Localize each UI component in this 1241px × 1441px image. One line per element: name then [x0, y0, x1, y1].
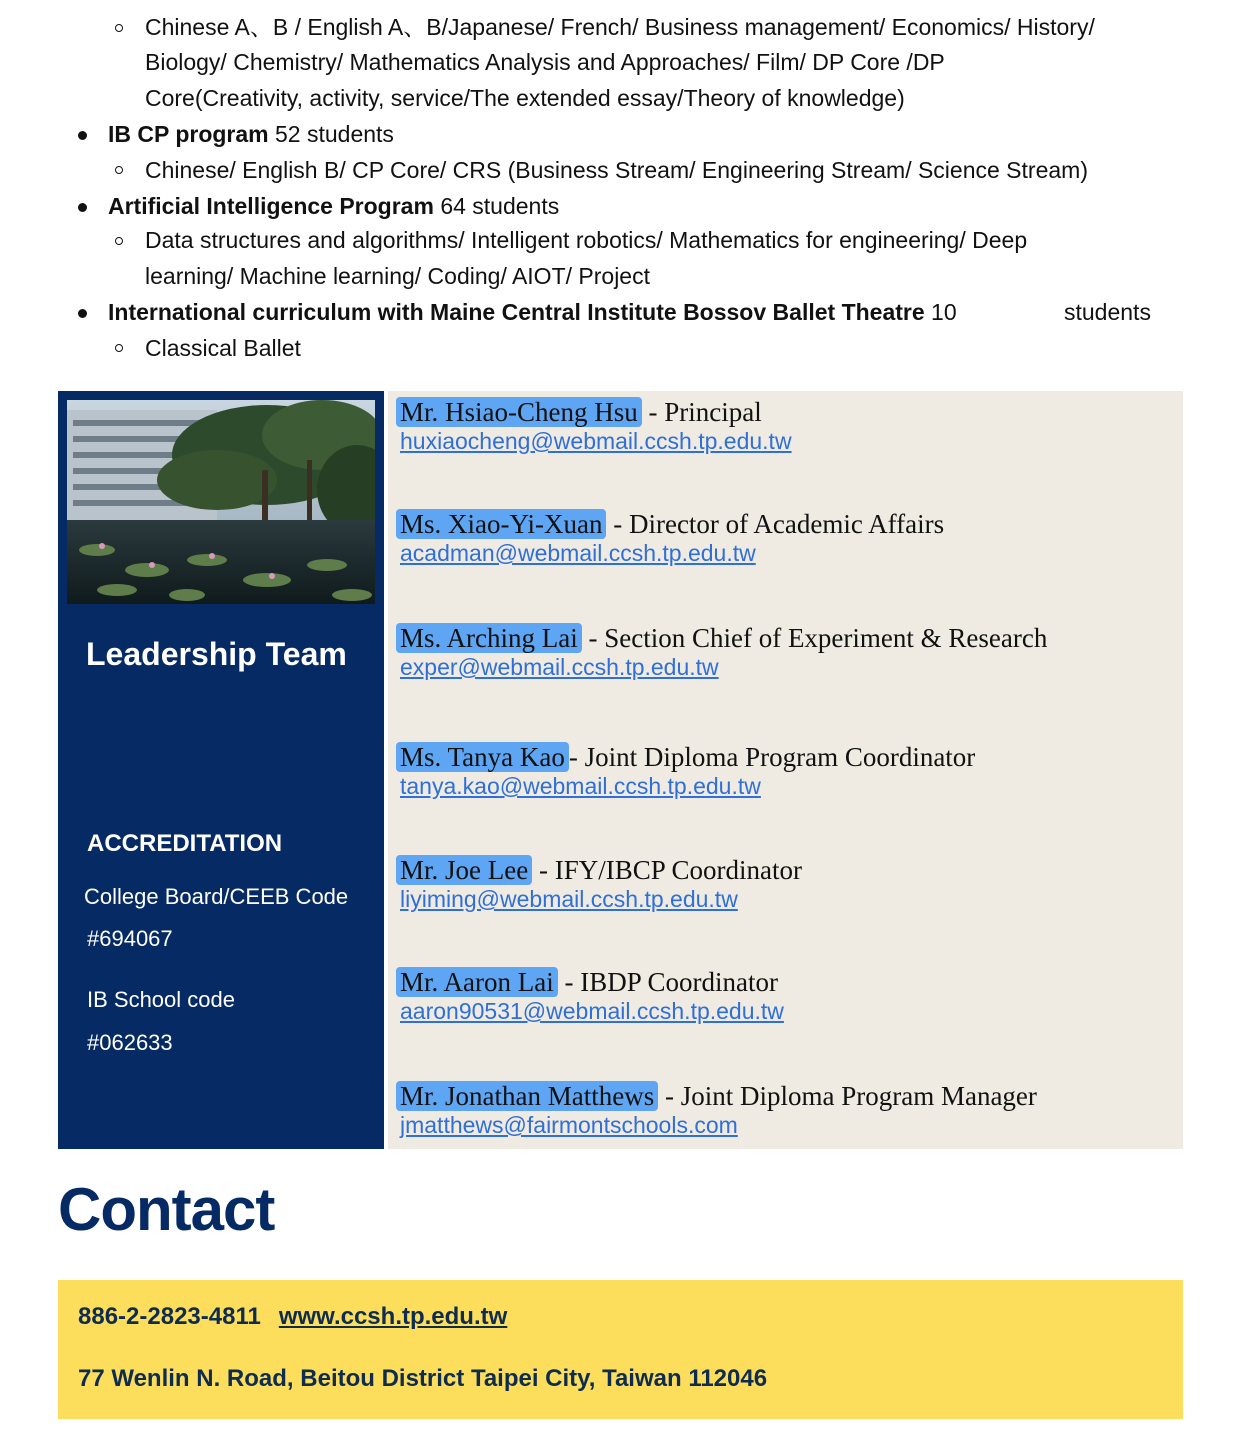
- ballet-title: International curriculum with Maine Central Institute Bossov Ballet Theatre: [108, 299, 925, 325]
- leader-role: - Joint Diploma Program Coordinator: [568, 742, 976, 772]
- leader-email-link[interactable]: jmatthews@fairmontschools.com: [400, 1112, 738, 1138]
- ai-subjects-line-1: Data structures and algorithms/ Intelligent robotics/ Mathematics for engineering/ Deep: [145, 227, 1028, 253]
- leader-name: Mr. Aaron Lai: [396, 967, 558, 997]
- leader-email-link[interactable]: huxiaocheng@webmail.ccsh.tp.edu.tw: [400, 428, 792, 454]
- campus-photo: [67, 400, 375, 604]
- ib-dp-subjects-line-3: Core(Creativity, activity, service/The extended essay/Theory of knowledge): [145, 85, 905, 111]
- leader-entry: [396, 855, 802, 913]
- ib-cp-program-item: [108, 116, 394, 152]
- ballet-count-number: 10: [931, 299, 957, 325]
- bullet-icon: [78, 203, 87, 212]
- ib-dp-subjects-line-1: Chinese A、B / English A、B/Japanese/ French/ Business management/ Economics/ History/: [145, 14, 1095, 40]
- ceeb-label: College Board/CEEB Code: [84, 884, 349, 909]
- sub-bullet-icon: [115, 166, 123, 174]
- ib-cp-count: 52 students: [275, 121, 394, 147]
- ceeb-code: #694067: [87, 926, 173, 951]
- leader-name: Ms. Xiao-Yi-Xuan: [396, 509, 606, 539]
- leader-entry: [396, 397, 792, 455]
- bullet-icon: [78, 309, 87, 318]
- leader-email-link[interactable]: liyiming@webmail.ccsh.tp.edu.tw: [400, 886, 738, 912]
- ai-title: Artificial Intelligence Program: [108, 193, 434, 219]
- leader-role: - IFY/IBCP Coordinator: [532, 855, 802, 885]
- leader-entry: [396, 742, 975, 800]
- ib-cp-subjects: Chinese/ English B/ CP Core/ CRS (Business Stream/ Engineering Stream/ Science Stream): [145, 157, 1088, 183]
- contact-phone-line: [78, 1303, 507, 1331]
- leader-name: Ms. Tanya Kao: [396, 742, 569, 772]
- leader-entry: [396, 509, 944, 567]
- ai-program-item: [108, 188, 559, 224]
- leader-role: - Director of Academic Affairs: [606, 509, 945, 539]
- phone-number: 886-2-2823-4811: [78, 1303, 261, 1330]
- ai-subjects-line-2: learning/ Machine learning/ Coding/ AIOT/ Project: [145, 263, 650, 289]
- sub-bullet-icon: [115, 24, 123, 32]
- ib-cp-title: IB CP program: [108, 121, 269, 147]
- ib-school-code: #062633: [87, 1030, 173, 1055]
- ib-dp-subjects-line-2: Biology/ Chemistry/ Mathematics Analysis and Approaches/ Film/ DP Core /DP: [145, 49, 945, 75]
- ballet-subjects: Classical Ballet: [145, 335, 301, 361]
- leader-entry: [396, 967, 784, 1025]
- ib-school-label: IB School code: [87, 987, 235, 1012]
- leader-email-link[interactable]: acadman@webmail.ccsh.tp.edu.tw: [400, 540, 756, 566]
- sub-bullet-icon: [115, 344, 123, 352]
- contact-box: [58, 1280, 1183, 1419]
- sub-bullet-icon: [115, 237, 123, 245]
- leader-entry: [396, 623, 1047, 681]
- leader-name: Ms. Arching Lai: [396, 623, 582, 653]
- leader-name: Mr. Jonathan Matthews: [396, 1081, 658, 1111]
- leader-email-link[interactable]: exper@webmail.ccsh.tp.edu.tw: [400, 654, 719, 680]
- leader-email-link[interactable]: tanya.kao@webmail.ccsh.tp.edu.tw: [400, 773, 761, 799]
- accreditation-heading: ACCREDITATION: [87, 830, 283, 857]
- website-link[interactable]: www.ccsh.tp.edu.tw: [278, 1303, 508, 1330]
- contact-heading: Contact: [58, 1176, 275, 1243]
- leader-name: Mr. Hsiao-Cheng Hsu: [396, 397, 642, 427]
- leader-name: Mr. Joe Lee: [396, 855, 532, 885]
- leader-role: - Principal: [641, 397, 762, 427]
- bullet-icon: [78, 131, 87, 140]
- leader-role: - Section Chief of Experiment & Research: [581, 623, 1048, 653]
- leader-entry: [396, 1081, 1037, 1139]
- leader-role: - Joint Diploma Program Manager: [658, 1081, 1037, 1111]
- leadership-heading: Leadership Team: [86, 636, 347, 672]
- contact-address: 77 Wenlin N. Road, Beitou District Taipei City, Taiwan 112046: [78, 1365, 768, 1392]
- ballet-count-word: students: [1064, 299, 1151, 325]
- ballet-program-item: [108, 294, 957, 330]
- leader-email-link[interactable]: aaron90531@webmail.ccsh.tp.edu.tw: [400, 998, 784, 1024]
- leader-role: - IBDP Coordinator: [557, 967, 778, 997]
- ai-count: 64 students: [440, 193, 560, 219]
